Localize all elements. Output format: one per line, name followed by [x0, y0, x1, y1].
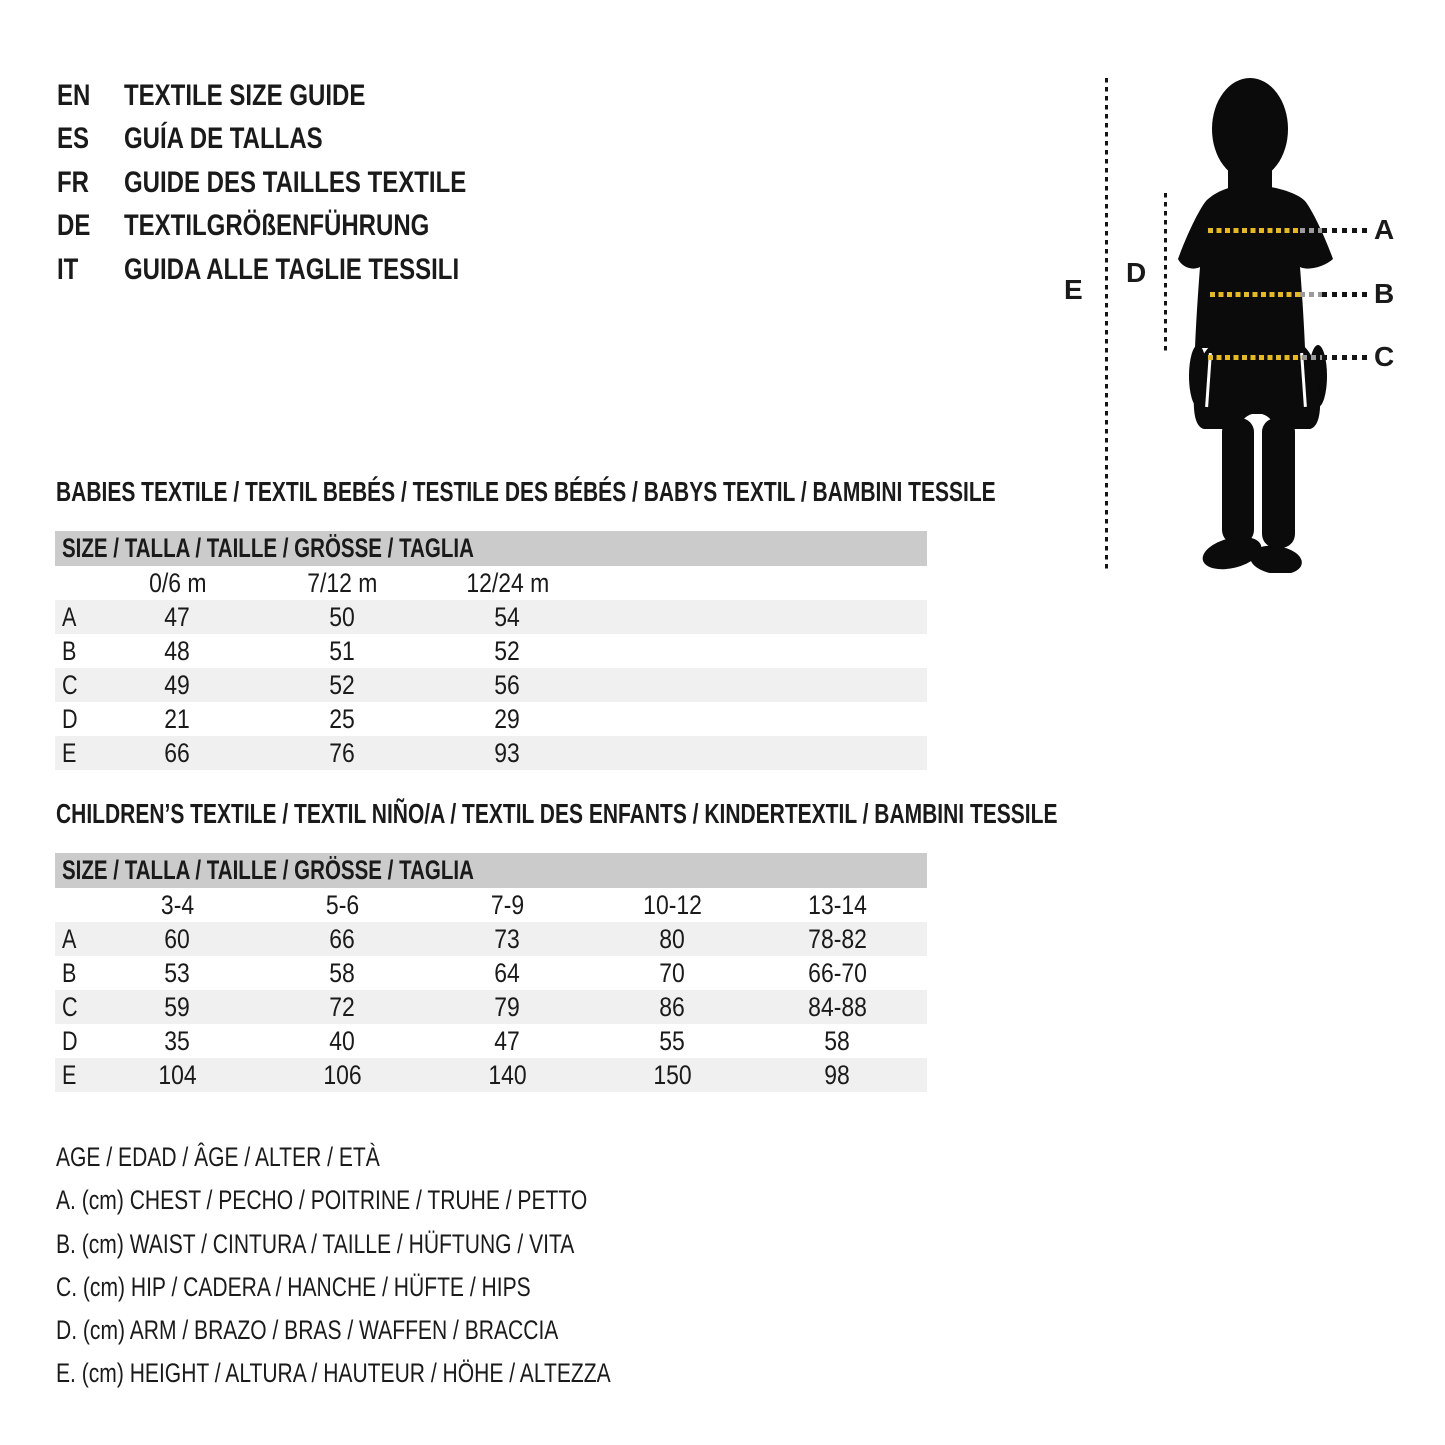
cell: 93 — [494, 738, 521, 768]
babies-column-header-row — [55, 566, 927, 600]
cell: 49 — [164, 670, 191, 700]
hip-measure-line-c-fade — [1302, 355, 1322, 360]
cell: 25 — [329, 704, 356, 734]
table-row-a — [55, 600, 927, 634]
measure-label-e: E — [1064, 274, 1083, 305]
column-header: 12/24 m — [466, 568, 549, 598]
table-row-c — [55, 668, 927, 702]
cell: 52 — [329, 670, 356, 700]
children-heading-text: CHILDREN’S TEXTILE / TEXTIL NIÑO/A / TEXTIL DES ENFANTS / KINDERTEXTIL / BAMBINI TESSILE — [56, 798, 1058, 829]
chest-measure-line-a-yellow — [1208, 228, 1300, 233]
table-row-d — [55, 1024, 927, 1058]
cell: 55 — [659, 1026, 686, 1056]
cell: 106 — [323, 1060, 362, 1090]
table-row-c — [55, 990, 927, 1024]
column-header: 7-9 — [490, 890, 525, 920]
corner-cell — [55, 888, 95, 922]
cell: 59 — [164, 992, 191, 1022]
row-label: B — [62, 636, 77, 666]
babies-section-heading — [56, 478, 1309, 506]
cell: 73 — [494, 924, 521, 954]
legend-line-age: AGE / EDAD / ÂGE / ALTER / ETÀ — [56, 1142, 380, 1172]
cell: 54 — [494, 602, 521, 632]
language-row-en — [57, 74, 552, 117]
babies-heading-text: BABIES TEXTILE / TEXTIL BEBÉS / TESTILE DES BÉBÉS / BABYS TEXTIL / BAMBINI TESSILE — [56, 476, 996, 507]
cell: 66 — [329, 924, 356, 954]
cell: 29 — [494, 704, 521, 734]
cell: 79 — [494, 992, 521, 1022]
hip-measure-line-c-dark — [1322, 355, 1368, 360]
measure-label-c: C — [1374, 341, 1395, 372]
cell: 76 — [329, 738, 356, 768]
table-row-e — [55, 1058, 927, 1092]
language-title-block — [57, 74, 552, 291]
table-row-b — [55, 634, 927, 668]
cell: 98 — [824, 1060, 851, 1090]
language-row-de — [57, 204, 552, 247]
measure-label-d: D — [1126, 257, 1147, 288]
cell: 64 — [494, 958, 521, 988]
cell: 70 — [659, 958, 686, 988]
row-label: A — [62, 602, 77, 632]
row-label: A — [62, 924, 77, 954]
waist-measure-line-b-dark — [1322, 292, 1368, 297]
language-code: IT — [57, 252, 79, 286]
babies-size-table — [55, 531, 927, 770]
language-title: GUIDA ALLE TAGLIE TESSILI — [124, 252, 460, 286]
language-title: GUIDE DES TAILLES TEXTILE — [124, 165, 467, 199]
cell: 78-82 — [808, 924, 867, 954]
language-code: EN — [57, 79, 91, 112]
children-size-table — [55, 853, 927, 1092]
language-row-fr — [57, 161, 552, 204]
cell: 58 — [824, 1026, 851, 1056]
arm-measure-line-d — [1164, 193, 1167, 353]
language-title: TEXTILGRÖßENFÜHRUNG — [124, 209, 430, 243]
cell: 150 — [653, 1060, 692, 1090]
legend-line-hip: C. (cm) HIP / CADERA / HANCHE / HÜFTE / HIPS — [56, 1271, 531, 1302]
cell: 66-70 — [808, 958, 867, 988]
cell: 52 — [494, 636, 521, 666]
column-header: 0/6 m — [148, 568, 207, 598]
language-row-es — [57, 117, 552, 160]
cell: 80 — [659, 924, 686, 954]
table-row-e — [55, 736, 927, 770]
children-section-heading — [56, 800, 1391, 828]
cell: 60 — [164, 924, 191, 954]
measure-label-b: B — [1374, 278, 1395, 309]
table-row-a — [55, 922, 927, 956]
row-label: B — [62, 958, 77, 988]
row-label: C — [62, 992, 78, 1022]
table-row-b — [55, 956, 927, 990]
legend-line-waist: B. (cm) WAIST / CINTURA / TAILLE / HÜFTUNG / VITA — [56, 1228, 575, 1259]
size-header-label: SIZE / TALLA / TAILLE / GRÖSSE / TAGLIA — [62, 533, 474, 563]
waist-measure-line-b-fade — [1300, 292, 1322, 297]
cell: 86 — [659, 992, 686, 1022]
language-title: GUÍA DE TALLAS — [124, 122, 323, 156]
cell: 48 — [164, 636, 191, 666]
table-row-d — [55, 702, 927, 736]
size-header-bar — [55, 531, 927, 566]
corner-cell — [55, 566, 95, 600]
chest-measure-line-a-fade — [1300, 228, 1322, 233]
row-label: D — [62, 704, 78, 734]
column-header: 7/12 m — [307, 568, 378, 598]
waist-measure-line-b-yellow — [1210, 292, 1300, 297]
cell: 53 — [164, 958, 191, 988]
cell: 21 — [164, 704, 191, 734]
measurement-legend — [56, 1136, 767, 1396]
children-column-header-row — [55, 888, 927, 922]
size-header-label: SIZE / TALLA / TAILLE / GRÖSSE / TAGLIA — [62, 855, 474, 885]
column-header: 13-14 — [808, 890, 867, 920]
cell: 84-88 — [808, 992, 867, 1022]
language-code: DE — [57, 209, 91, 243]
language-code: ES — [57, 122, 90, 156]
row-label: D — [62, 1026, 78, 1056]
row-label: C — [62, 670, 78, 700]
column-header: 10-12 — [643, 890, 702, 920]
cell: 40 — [329, 1026, 356, 1056]
chest-measure-line-a-dark — [1322, 228, 1368, 233]
language-title: TEXTILE SIZE GUIDE — [124, 79, 366, 112]
row-label: E — [62, 738, 77, 768]
cell: 35 — [164, 1026, 191, 1056]
language-code: FR — [57, 165, 89, 199]
language-row-it — [57, 248, 552, 291]
cell: 47 — [494, 1026, 521, 1056]
column-header: 3-4 — [160, 890, 195, 920]
legend-line-height: E. (cm) HEIGHT / ALTURA / HAUTEUR / HÖHE / ALTEZZA — [56, 1358, 611, 1389]
cell: 104 — [158, 1060, 197, 1090]
cell: 47 — [164, 602, 191, 632]
size-header-bar — [55, 853, 927, 888]
cell: 66 — [164, 738, 191, 768]
cell: 50 — [329, 602, 356, 632]
cell: 140 — [488, 1060, 527, 1090]
measure-label-a: A — [1374, 214, 1395, 245]
cell: 51 — [329, 636, 356, 666]
row-label: E — [62, 1060, 77, 1090]
column-header: 5-6 — [325, 890, 360, 920]
cell: 56 — [494, 670, 521, 700]
legend-line-arm: D. (cm) ARM / BRAZO / BRAS / WAFFEN / BRACCIA — [56, 1315, 559, 1346]
cell: 72 — [329, 992, 356, 1022]
hip-measure-line-c-yellow — [1208, 355, 1302, 360]
legend-line-chest: A. (cm) CHEST / PECHO / POITRINE / TRUHE / PETTO — [56, 1185, 588, 1216]
cell: 58 — [329, 958, 356, 988]
